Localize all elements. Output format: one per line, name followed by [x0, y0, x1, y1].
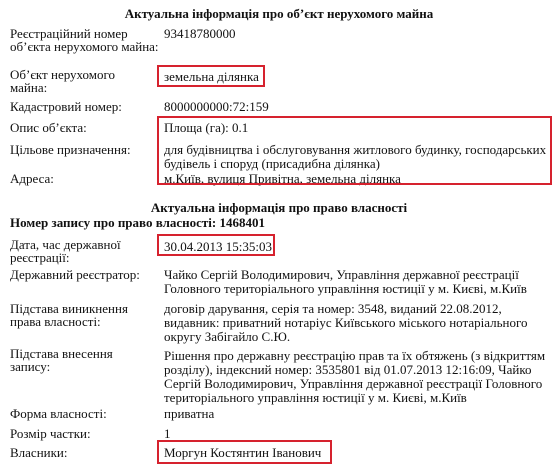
property-object-value: земельна ділянка — [164, 69, 259, 84]
share-size-label: Розмір частки: — [10, 426, 91, 441]
record-basis-label: Підстава внесення запису: — [10, 346, 113, 374]
cadastral-number-value: 8000000000:72:159 — [164, 99, 269, 114]
intended-purpose-label: Цільове призначення: — [10, 142, 131, 157]
object-description-value: Площа (га): 0.1 — [164, 120, 249, 135]
registration-date-value: 30.04.2013 15:35:03 — [164, 239, 272, 254]
ownership-basis-value: договір дарування, серія та номер: 3548, виданий 22.08.2012, видавник: приватний нотаріус Київського міського нотаріального округу Забігайло С.Ю. — [164, 301, 528, 344]
state-registrar-label: Державний реєстратор: — [10, 267, 140, 282]
registration-number-label: Реєстраційний номер об’єкта нерухомого майна: — [10, 26, 159, 54]
address-value: м.Київ, вулиця Привітна, земельна ділянка — [164, 171, 401, 186]
owners-label: Власники: — [10, 445, 68, 460]
object-description-label: Опис об’єкта: — [10, 120, 87, 135]
ownership-basis-label: Підстава виникнення права власності: — [10, 301, 128, 329]
registration-number-value: 93418780000 — [164, 26, 236, 41]
ownership-form-value: приватна — [164, 406, 215, 421]
property-section-heading: Актуальна інформація про об’єкт нерухомого майна — [124, 6, 434, 21]
intended-purpose-value: для будівництва і обслуговування житлового будинку, господарських будівель і споруд (присадибна ділянка) — [164, 142, 547, 171]
state-registrar-value: Чайко Сергій Володимирович, Управління державної реєстрації Головного територіального управління юстиції у м. Києві, м.Київ — [164, 267, 527, 296]
share-size-value: 1 — [164, 426, 171, 441]
owners-value: Моргун Костянтин Іванович — [164, 445, 322, 460]
ownership-form-label: Форма власності: — [10, 406, 107, 421]
record-basis-value: Рішення про державну реєстрацію прав та їх обтяжень (з відкриттям розділу), індексний номер: 3535801 від 01.07.2013 12:16:09, Чайко Сергій Володимирович, Управління державної реєстрації Головного територіального управління юстиції у м. Києві, м.Київ — [164, 348, 546, 405]
cadastral-number-label: Кадастровий номер: — [10, 99, 122, 114]
registration-date-label: Дата, час державної реєстрації: — [10, 237, 121, 265]
property-object-label: Об’єкт нерухомого майна: — [10, 67, 116, 95]
ownership-section-heading: Актуальна інформація про право власності — [150, 200, 408, 215]
ownership-record-number: Номер запису про право власності: 1468401 — [10, 215, 265, 230]
address-label: Адреса: — [10, 171, 54, 186]
